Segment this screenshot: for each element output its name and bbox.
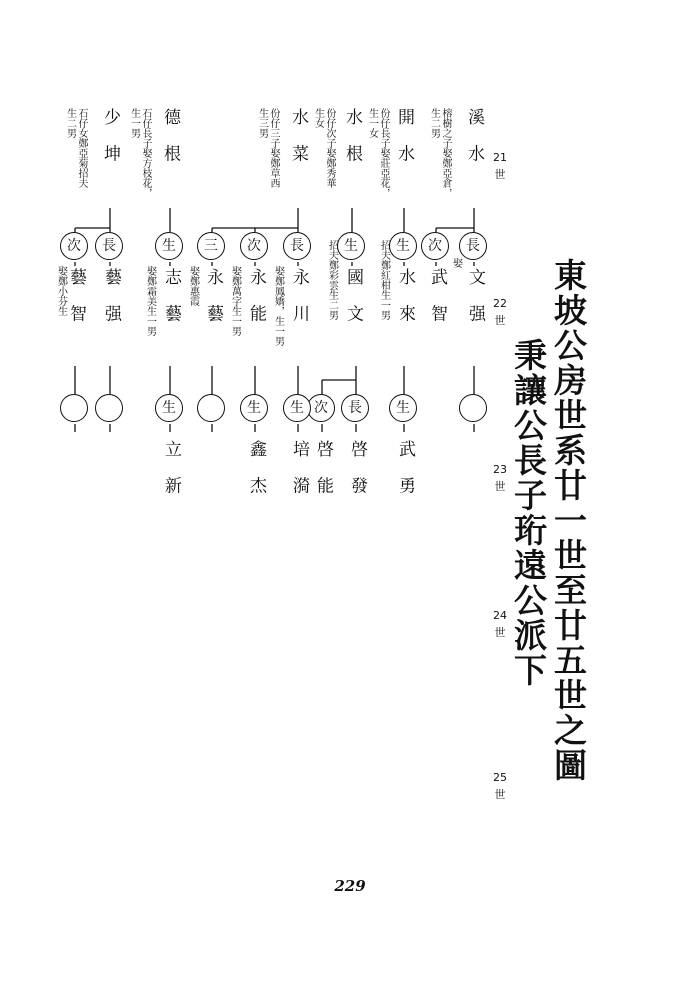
g21-name: 溪 水 — [464, 108, 484, 169]
g23-name: 培 漪 — [289, 440, 309, 501]
g23-name: 啓 發 — [347, 440, 367, 501]
g23-name: 啓 能 — [313, 440, 333, 501]
g22-name: 水 來 — [395, 268, 415, 329]
g23-relation-mark: 生 — [389, 394, 417, 422]
g22-note: 娶鄭霜美生一男 — [144, 266, 156, 336]
g22-relation-mark: 生 — [389, 232, 417, 260]
g21-name: 水 根 — [342, 108, 362, 169]
g22-note: 娶鄭鳳嬌，生一男 — [272, 266, 284, 346]
g21-note: 份仔長子娶莊亞花， 生一女 — [366, 108, 389, 198]
g22-relation-mark: 次 — [240, 232, 268, 260]
g21-note: 榕樹之子娶鄭亞倉， 生二男 — [428, 108, 451, 198]
g23-name: 武 勇 — [395, 440, 415, 501]
g23-relation-mark — [60, 394, 88, 422]
g21-note: 石仔女鄭亞菊招夫 生二男 — [64, 108, 87, 188]
g21-name: 水 菜 — [288, 108, 308, 169]
g23-relation-mark — [459, 394, 487, 422]
g21-note: 份仔三子娶鄭草西 生三男 — [256, 108, 279, 188]
g22-note: 招夫鄭彩雲生二男 — [326, 240, 338, 320]
g22-note: 娶 — [450, 258, 462, 268]
g22-name: 志 藝 — [161, 268, 181, 329]
g21-note: 份仔次子娶鄭秀華 生女 — [312, 108, 335, 188]
generation-23-label: 23 世 — [493, 463, 507, 493]
g21-name: 少 坤 — [100, 108, 120, 169]
generation-25-label: 25 世 — [493, 771, 507, 801]
g23-relation-mark: 生 — [155, 394, 183, 422]
g22-relation-mark: 生 — [155, 232, 183, 260]
g21-name: 開 水 — [394, 108, 414, 169]
page-number: 229 — [334, 877, 366, 895]
g22-name: 永 藝 — [203, 268, 223, 329]
g23-name: 鑫 杰 — [246, 440, 266, 501]
g22-relation-mark: 長 — [459, 232, 487, 260]
g22-name: 永 川 — [289, 268, 309, 329]
g22-relation-mark: 長 — [95, 232, 123, 260]
g23-relation-mark — [197, 394, 225, 422]
g23-relation-mark: 次 — [307, 394, 335, 422]
g22-name: 國 文 — [343, 268, 363, 329]
g22-name: 藝 智 — [66, 268, 86, 329]
g22-relation-mark: 次 — [421, 232, 449, 260]
g22-relation-mark: 長 — [283, 232, 311, 260]
g23-name: 立 新 — [161, 440, 181, 501]
page-subtitle: 秉讓公長子珩遠公派下 — [509, 338, 548, 688]
g22-name: 永 能 — [246, 268, 266, 329]
g23-relation-mark: 長 — [341, 394, 369, 422]
g22-note: 娶鄭萬字生一男 — [229, 266, 241, 336]
generation-24-label: 24 世 — [493, 609, 507, 639]
g22-note: 娶鄭小芬生 — [55, 266, 67, 316]
generation-22-label: 22 世 — [493, 297, 507, 327]
generation-21-label: 21 世 — [493, 151, 507, 181]
g22-relation-mark: 次 — [60, 232, 88, 260]
g22-name: 文 强 — [465, 268, 485, 329]
g23-relation-mark — [95, 394, 123, 422]
g21-note: 石仔長子娶方枝花， 生一男 — [128, 108, 151, 198]
g22-note: 招夫鄭紅柑生一男 — [378, 240, 390, 320]
g22-name: 藝 强 — [101, 268, 121, 329]
g22-name: 武 智 — [427, 268, 447, 329]
page-title: 東坡公房世系廿一世至廿五世之圖 — [549, 258, 588, 783]
g23-relation-mark: 生 — [240, 394, 268, 422]
g23-relation-mark: 生 — [283, 394, 311, 422]
g21-name: 德 根 — [160, 108, 180, 169]
g22-relation-mark: 三 — [197, 232, 225, 260]
g22-relation-mark: 生 — [337, 232, 365, 260]
g22-note: 娶鄭惠霞 — [187, 266, 199, 306]
